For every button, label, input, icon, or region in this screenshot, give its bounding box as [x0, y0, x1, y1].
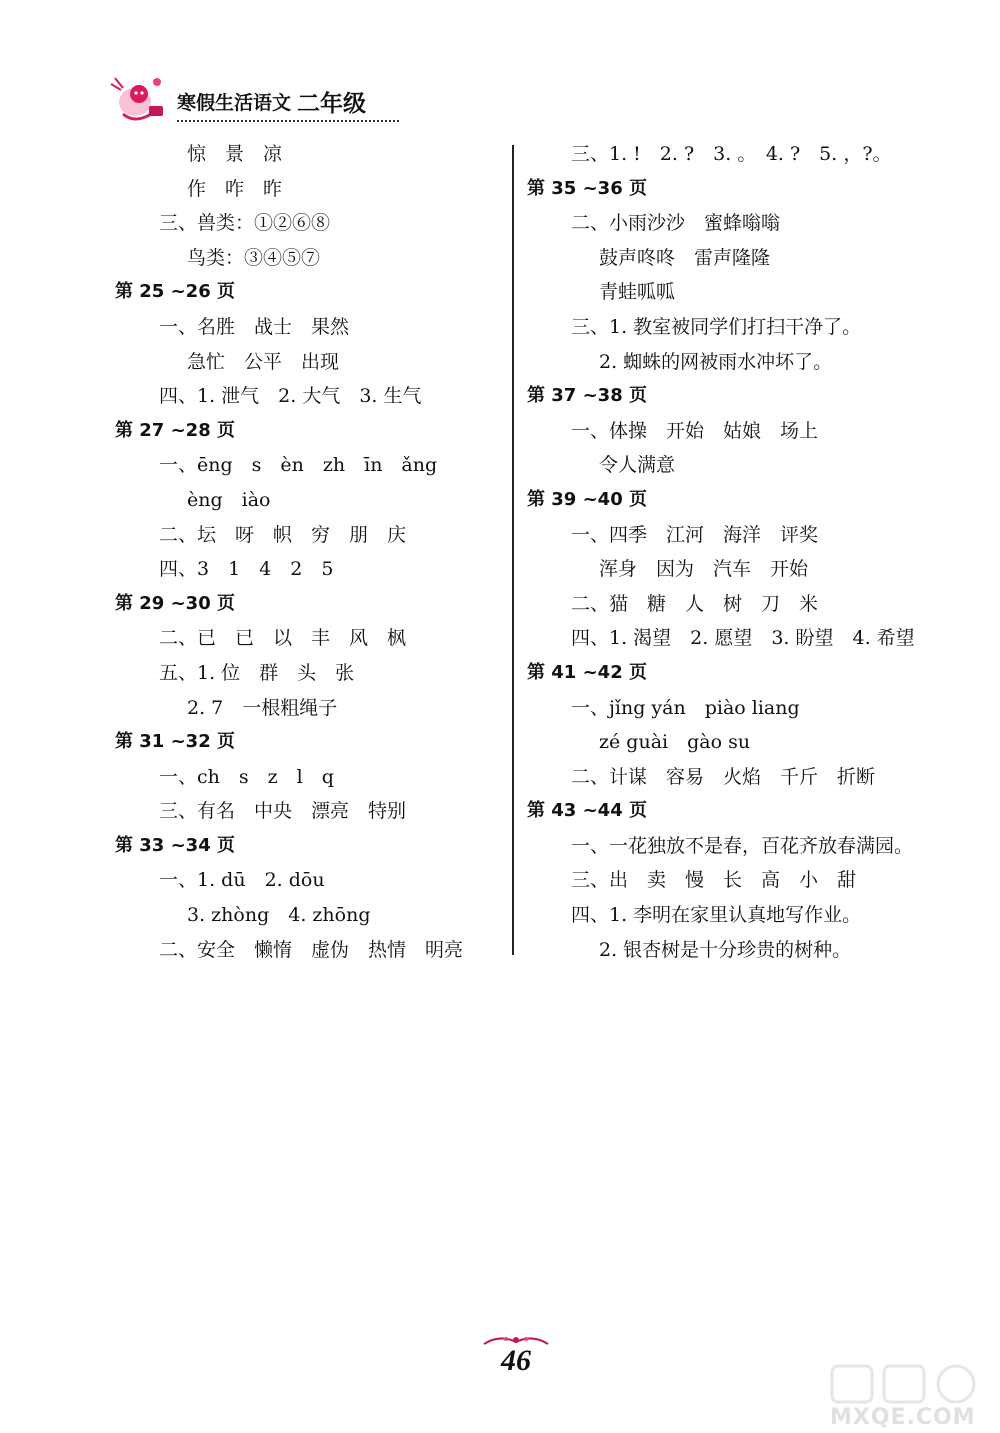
section-heading: 第 29 ~30 页 [115, 592, 235, 614]
answer-line: 鼓声咚咚 雷声隆隆 [599, 246, 771, 269]
page-number: 46 [501, 1344, 531, 1377]
section-heading: 第 37 ~38 页 [527, 385, 647, 407]
answer-line: 四、1. 泄气 2. 大气 3. 生气 [159, 385, 422, 408]
section-heading: 第 41 ~42 页 [527, 661, 647, 683]
answer-line: 作 咋 昨 [187, 177, 283, 200]
answer-line: 一、ch s z l q [159, 765, 334, 788]
watermark-logo-icon [824, 1360, 994, 1408]
section-heading: 第 35 ~36 页 [527, 177, 647, 199]
answer-line: 五、1. 位 群 头 张 [159, 661, 355, 684]
answer-line: 2. 7 一根粗绳子 [187, 696, 338, 719]
watermark-text: MXQE.COM [830, 1405, 976, 1430]
answer-line: zé guài gào su [599, 731, 751, 754]
section-heading: 第 31 ~32 页 [115, 731, 235, 753]
answer-line: 三、1. 教室被同学们打扫干净了。 [571, 315, 862, 338]
title-underline [177, 120, 399, 122]
answer-column-right [527, 137, 987, 967]
section-heading: 第 33 ~34 页 [115, 834, 235, 856]
answer-line: 一、四季 江河 海洋 评奖 [571, 523, 819, 546]
section-heading: 第 39 ~40 页 [527, 488, 647, 510]
answer-line: 急忙 公平 出现 [187, 350, 340, 373]
answer-line: 二、坛 呀 帜 穷 朋 庆 [159, 523, 407, 546]
answer-line: 二、小雨沙沙 蜜蜂嗡嗡 [571, 212, 781, 235]
column-divider [512, 145, 514, 955]
answer-line: èng iào [187, 488, 271, 511]
answer-line: 令人满意 [599, 454, 676, 477]
answer-line: 二、安全 懒惰 虚伪 热情 明亮 [159, 938, 464, 961]
section-heading: 第 27 ~28 页 [115, 419, 235, 441]
watermark [824, 1360, 994, 1430]
answer-line: 一、体操 开始 姑娘 场上 [571, 419, 819, 442]
answer-column-left [115, 137, 505, 967]
answer-line: 一、ēng s èn zh īn ǎng [159, 454, 438, 477]
answer-line: 三、出 卖 慢 长 高 小 甜 [571, 869, 857, 892]
section-heading: 第 43 ~44 页 [527, 800, 647, 822]
book-title: 寒假生活语文 [177, 92, 292, 114]
page-footer [476, 1334, 556, 1384]
answer-line: 四、3 1 4 2 5 [159, 558, 334, 581]
answer-line: 二、已 已 以 丰 风 枫 [159, 627, 407, 650]
answer-line: 青蛙呱呱 [599, 281, 676, 304]
answer-line: 一、jǐng yán piào liang [571, 696, 800, 719]
answer-line: 四、1. 李明在家里认真地写作业。 [571, 904, 862, 927]
answer-line: 一、1. dū 2. dōu [159, 869, 325, 892]
answer-line: 一、名胜 战士 果然 [159, 315, 350, 338]
page-header [105, 72, 405, 132]
answer-line: 二、计谋 容易 火焰 千斤 折断 [571, 765, 876, 788]
answer-line: 3. zhòng 4. zhōng [187, 904, 371, 927]
answer-line: 三、兽类：①②⑥⑧ [159, 212, 331, 235]
answer-line: 2. 银杏树是十分珍贵的树种。 [599, 938, 852, 961]
answer-line: 2. 蜘蛛的网被雨水冲坏了。 [599, 350, 833, 373]
section-heading: 第 25 ~26 页 [115, 281, 235, 303]
answer-line: 三、1. ! 2. ? 3. 。 4. ? 5. ，?。 [571, 143, 892, 165]
answer-line: 一、一花独放不是春，百花齐放春满园。 [571, 834, 914, 857]
answer-line: 惊 景 凉 [187, 143, 283, 165]
book-grade: 二年级 [297, 91, 366, 117]
mascot-logo-icon [105, 72, 175, 130]
answer-line: 四、1. 渴望 2. 愿望 3. 盼望 4. 希望 [571, 627, 915, 650]
answer-line: 浑身 因为 汽车 开始 [599, 558, 809, 581]
answer-line: 三、有名 中央 漂亮 特别 [159, 800, 407, 823]
answer-line: 二、猫 糖 人 树 刀 米 [571, 592, 819, 615]
answer-line: 鸟类：③④⑤⑦ [187, 246, 321, 269]
